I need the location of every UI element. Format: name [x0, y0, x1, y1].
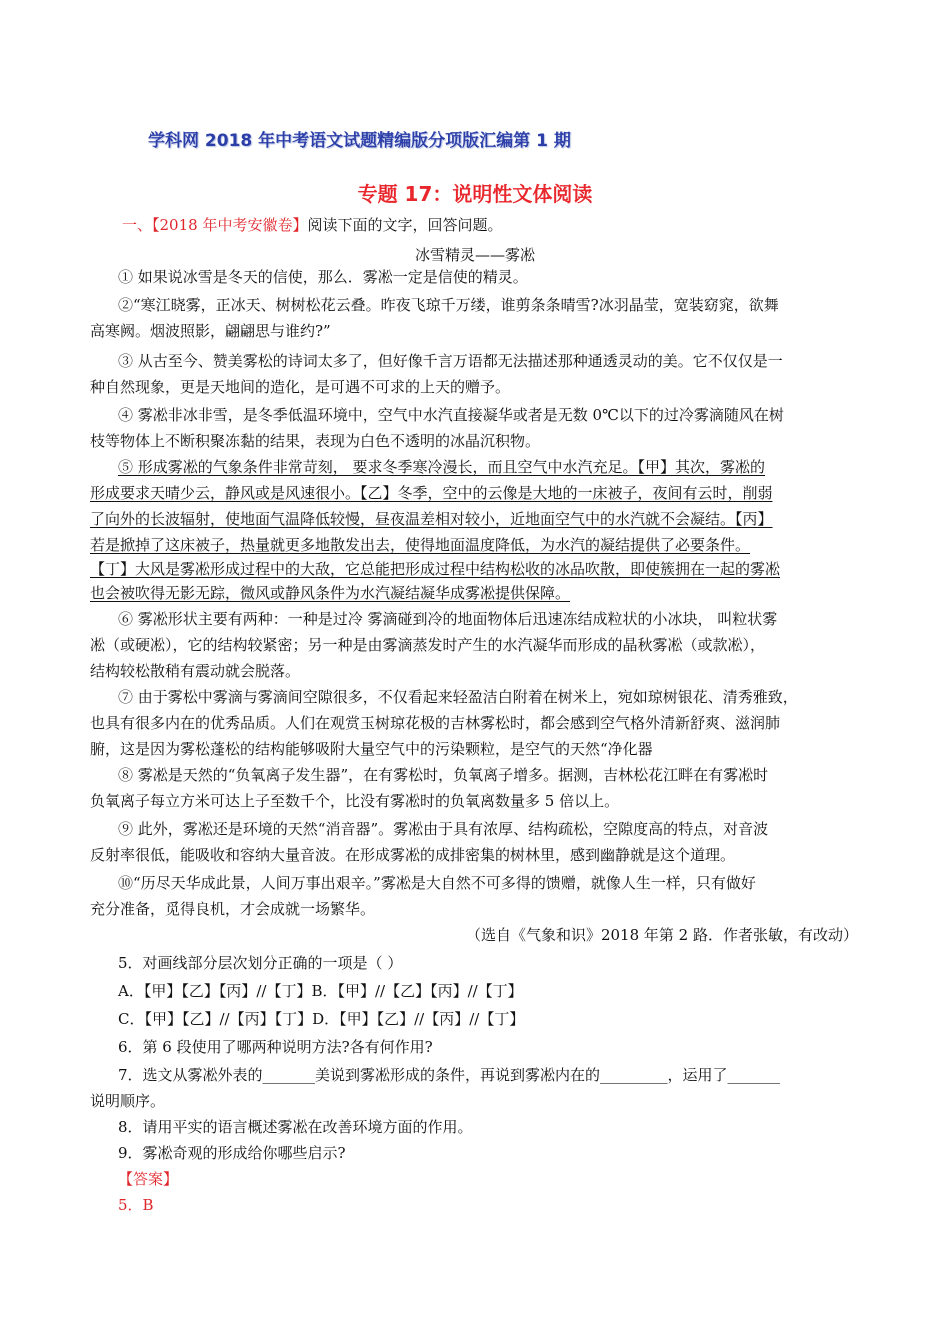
underlined-line: 形成要求天晴少云，静风或是风速很小。【乙】冬季，空中的云像是大地的一床被子，夜间有云时，削弱	[90, 484, 773, 502]
question-5-option-cd: C．【甲】【乙】//【丙】【丁】D．【甲】【乙】//【丙】//【丁】	[118, 1010, 525, 1028]
series-header-title: 学科网 2018 年中考语文试题精编版分项版汇编第 1 期	[148, 131, 571, 151]
article-line: 种自然现象，更是天地间的造化，是可遇不可求的上天的赠予。	[90, 378, 511, 396]
article-line: ⑧ 雾凇是天然的“负氧离子发生器”，在有雾松时，负氧离子增多。据测，吉林松花江畔在有雾凇时	[118, 766, 769, 784]
article-line: 反射率很低，能吸收和容纳大量音波。在形成雾凇的成排密集的树林里，感到幽静就是这个道理。	[90, 846, 736, 864]
question-number: 一、	[122, 216, 153, 234]
question-6: 6．第 6 段使用了哪两种说明方法?各有何作用?	[118, 1038, 433, 1056]
article-line: ⑥ 雾凇形状主要有两种：一种是过冷 雾滴碰到冷的地面物体后迅速冻结成粒状的小冰块， 叫粒状雾	[118, 610, 778, 628]
article-line: 高寒阙。烟波照影，翩翩思与谁约?”	[90, 322, 331, 340]
article-line: 枝等物体上不断积聚冻黏的结果，表现为白色不透明的冰晶沉积物。	[90, 432, 541, 450]
article-source: （选自《气象和识》2018 年第 2 路．作者张敏，有改动）	[465, 926, 858, 944]
article-line: ③ 从古至今、赞美雾松的诗词太多了，但好像千言万语都无法描述那种通透灵动的美。它不仅仅是一	[118, 352, 783, 370]
article-line: ②“寒江晓雾，正冰天、树树松花云叠。昨夜飞琼千万缕，谁剪条条晴雪?冰羽晶莹，宽装窈窕，欲舞	[118, 296, 779, 314]
article-line: 凇（或硬凇），它的结构较紧密；另一种是由雾滴蒸发时产生的水汽凝华而形成的晶秋雾凇（或款凇），	[90, 636, 766, 654]
article-line: 也具有很多内在的优秀品质。人们在观赏玉树琼花极的吉林雾松时，都会感到空气格外清新舒爽、滋润肺	[90, 714, 781, 732]
article-line: ⑩“历尽天华成此景，人间万事出艰辛。”雾凇是大自然不可多得的馈赠，就像人生一样，只有做好	[118, 874, 756, 892]
answer-label: 【答案】	[118, 1170, 179, 1188]
article-line: ④ 雾凇非冰非雪，是冬季低温环境中，空气中水汽直接凝华或者是无数 0℃以下的过冷雾滴随风在树	[118, 406, 784, 424]
article-line: 腑，这是因为雾松蓬松的结构能够吸附大量空气中的污染颗粒，是空气的天然“净化器	[90, 740, 653, 758]
answer-5: 5．B	[118, 1196, 154, 1214]
article-line: 负氧离子每立方米可达上子至数千个，比没有雾凇时的负氧离数量多 5 倍以上。	[90, 792, 620, 810]
question-5-option-ab: A．【甲】【乙】【丙】//【丁】B．【甲】//【乙】【丙】//【丁】	[118, 982, 523, 1000]
exam-source-tag: 【2018 年中考安徽卷】	[152, 216, 308, 234]
underlined-line: ⑤ 形成雾凇的气象条件非常苛刻， 要求冬季寒冷漫长，而且空气中水汽充足。【甲】其次，雾凇的	[118, 458, 766, 476]
article-line: ① 如果说冰雪是冬天的信使，那么．雾凇一定是信使的精灵。	[118, 268, 528, 286]
article-line: 结构较松散稍有震动就会脱落。	[90, 662, 301, 680]
underlined-line: 了向外的长波辐射，使地面气温降低较慢，昼夜温差相对较小，近地面空气中的水汽就不会凝结。【丙】	[90, 510, 773, 528]
underlined-line: 【丁】大风是雾凇形成过程中的大敌，它总能把形成过程中结构松收的冰品吹散，即使簇拥在一起的雾凇	[90, 560, 781, 578]
article-line: 充分准备，觅得良机，才会成就一场繁华。	[90, 900, 376, 918]
article-line: ⑨ 此外，雾凇还是环境的天然“消音器”。雾凇由于具有浓厚、结构疏松，空隙度高的特点，对音波	[118, 820, 769, 838]
question-5: 5．对画线部分层次划分正确的一项是（ ）	[118, 954, 403, 972]
question-instruction: 阅读下面的文字，回答问题。	[307, 216, 503, 234]
question-9: 9．雾凇奇观的形成给你哪些启示?	[118, 1144, 346, 1162]
underlined-line: 若是掀掉了这床被子，热量就更多地散发出去，使得地面温度降低，为水汽的凝结提供了必要条件。	[90, 536, 751, 554]
underlined-line: 也会被吹得无影无踪，微风或静风条件为水汽凝结凝华成雾凇提供保障。	[90, 584, 571, 602]
article-title: 冰雪精灵——雾凇	[414, 246, 535, 264]
question-7-cont: 说明顺序。	[90, 1092, 166, 1110]
question-7: 7．选文从雾凇外表的_______美说到雾凇形成的条件，再说到雾凇内在的_________，运用了_______	[118, 1066, 781, 1084]
question-8: 8．请用平实的语言概述雾凇在改善环境方面的作用。	[118, 1118, 473, 1136]
question-intro	[122, 214, 502, 236]
article-line: ⑦ 由于雾松中雾滴与雾滴间空隙很多，不仅看起来轻盈洁白附着在树米上，宛如琼树银花、清秀雅致，	[118, 688, 798, 706]
topic-title: 专题 17：说明性文体阅读	[357, 182, 593, 206]
